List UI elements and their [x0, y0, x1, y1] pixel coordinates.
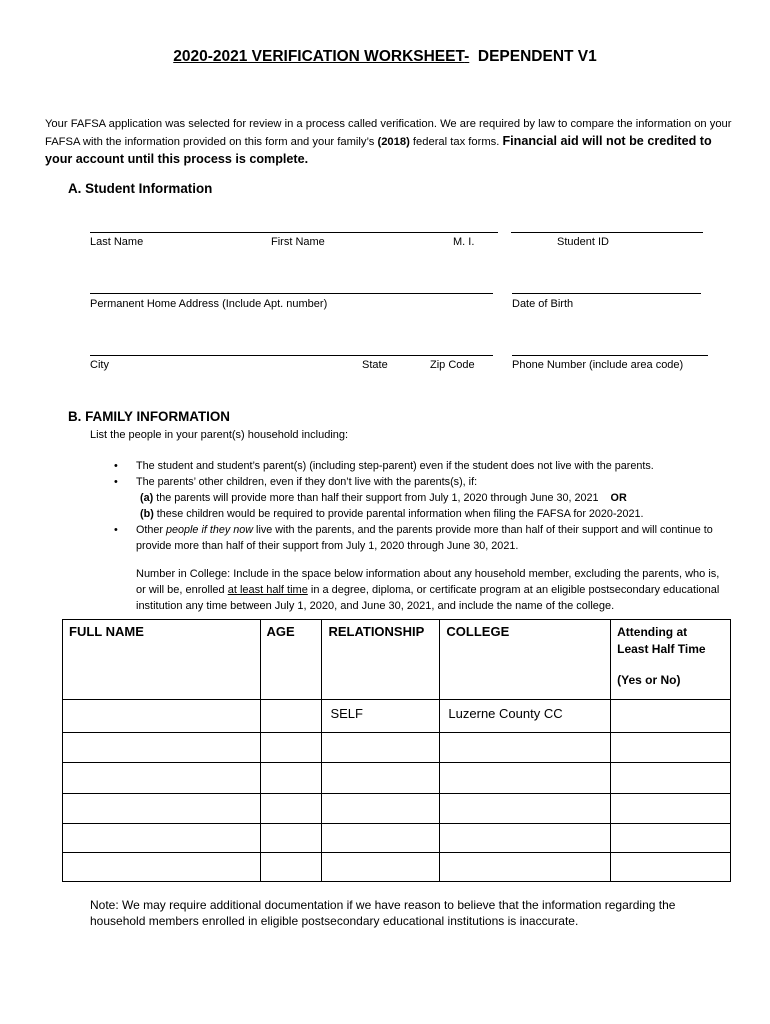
table-row	[63, 733, 731, 763]
zip-label: Zip Code	[430, 359, 475, 371]
cell-relationship[interactable]	[322, 733, 440, 763]
bullet-text-2: The parents’ other children, even if they don’t live with the parents(s), if:	[136, 476, 478, 488]
state-label: State	[362, 359, 388, 371]
table-header-row	[63, 620, 731, 700]
header-attending	[611, 620, 731, 700]
intro-paragraph	[45, 116, 735, 169]
city-label: City	[90, 359, 109, 371]
cell-age[interactable]	[260, 853, 322, 882]
sub-a-text: the parents will provide more than half their support from July 1, 2020 through June 30, 2021	[153, 492, 599, 504]
college-text-1: Number in College: Include in the space below information about any household member, excluding the parents, who is, or will be, enrolled	[136, 568, 720, 596]
mi-label: M. I.	[453, 236, 475, 248]
bullet-icon: •	[114, 524, 118, 536]
student-id-label: Student ID	[557, 236, 609, 248]
name-line[interactable]	[90, 232, 498, 233]
header-attending-line-2: Least Half Time	[617, 642, 706, 656]
cell-college[interactable]	[440, 853, 611, 882]
cell-age[interactable]	[260, 763, 322, 794]
list-item	[114, 458, 714, 474]
last-name-label: Last Name	[90, 236, 144, 248]
bullet-text-1: The student and student’s parent(s) (including step-parent) even if the student does not live with the parents.	[136, 460, 654, 472]
cell-name[interactable]	[63, 853, 261, 882]
dob-line[interactable]	[512, 293, 701, 294]
sub-item-b	[136, 508, 644, 520]
bullet-icon: •	[114, 460, 118, 472]
cell-attending[interactable]	[611, 700, 731, 733]
bullet-icon: •	[114, 476, 118, 488]
header-attending-line-3: (Yes or No)	[617, 673, 681, 687]
section-a-heading: A. Student Information	[68, 181, 213, 196]
header-college: COLLEGE	[440, 620, 611, 700]
phone-label: Phone Number (include area code)	[512, 359, 684, 371]
cell-age[interactable]	[260, 700, 322, 733]
cell-name[interactable]	[63, 794, 261, 824]
college-paragraph	[136, 566, 730, 614]
cell-college[interactable]	[440, 733, 611, 763]
first-name-label: First Name	[271, 236, 325, 248]
cell-name[interactable]	[63, 700, 261, 733]
header-attending-line-1: Attending at	[617, 625, 688, 639]
cell-college[interactable]	[440, 824, 611, 853]
table-row	[63, 853, 731, 882]
address-label: Permanent Home Address (Include Apt. number)	[90, 298, 328, 310]
cell-college[interactable]: Luzerne County CC	[440, 700, 611, 733]
cell-attending[interactable]	[611, 853, 731, 882]
intro-year: (2018)	[377, 136, 410, 148]
college-underlined: at least half time	[227, 584, 308, 596]
city-line[interactable]	[90, 355, 493, 356]
address-line[interactable]	[90, 293, 493, 294]
sub-b-text: these children would be required to provide parental information when filing the FAFSA for 2020-2021.	[153, 508, 644, 520]
cell-attending[interactable]	[611, 763, 731, 794]
sub-a-label: (a)	[140, 492, 154, 504]
cell-age[interactable]	[260, 794, 322, 824]
household-bullet-list	[114, 458, 714, 554]
dob-label: Date of Birth	[512, 298, 574, 310]
cell-college[interactable]	[440, 763, 611, 794]
cell-name[interactable]	[63, 824, 261, 853]
table-row	[63, 763, 731, 794]
bullet-text-3a: Other	[136, 524, 167, 536]
intro-bold: Financial aid will not be credited to your account until this process is complete.	[45, 134, 712, 166]
page-title	[0, 48, 770, 66]
cell-college[interactable]	[440, 794, 611, 824]
bullet-text-3-italic: people if they now	[166, 524, 254, 536]
list-item	[114, 522, 714, 554]
intro-text-2: federal tax forms.	[409, 136, 503, 148]
cell-relationship[interactable]	[322, 794, 440, 824]
cell-age[interactable]	[260, 824, 322, 853]
cell-attending[interactable]	[611, 824, 731, 853]
student-id-line[interactable]	[511, 232, 703, 233]
header-relationship: RELATIONSHIP	[322, 620, 440, 700]
list-item	[114, 474, 714, 522]
header-full-name: FULL NAME	[63, 620, 261, 700]
sub-b-label: (b)	[140, 508, 154, 520]
cell-name[interactable]	[63, 733, 261, 763]
section-b-subheading: List the people in your parent(s) household including:	[90, 429, 349, 441]
table-row	[63, 824, 731, 853]
table-row	[63, 700, 731, 733]
cell-age[interactable]	[260, 733, 322, 763]
sub-item-a	[136, 492, 627, 504]
section-b-heading: B. FAMILY INFORMATION	[68, 409, 230, 424]
college-text-2: in a degree, diploma, or certificate program at an eligible postsecondary educational institution any time between July 1, 2020, and June 30, 2021, and include the name of the college.	[136, 584, 720, 612]
cell-attending[interactable]	[611, 733, 731, 763]
cell-relationship[interactable]: SELF	[322, 700, 440, 733]
title-dash: -	[464, 48, 470, 65]
cell-relationship[interactable]	[322, 853, 440, 882]
cell-relationship[interactable]	[322, 824, 440, 853]
header-age: AGE	[260, 620, 322, 700]
family-table	[62, 619, 731, 882]
table-row	[63, 794, 731, 824]
bullet-text-3b: live with the parents, and the parents provide more than half of their support and will continue to provide more than half of their support from July 1, 2020 through June 30, 2021.	[136, 524, 713, 552]
intro-text-1: Your FAFSA application was selected for review in a process called verification. We are required by law to compare the information on your FAFSA with the information provided on this form and your family’s	[45, 118, 732, 148]
title-main: 2020-2021 VERIFICATION WORKSHEET	[173, 48, 465, 65]
cell-attending[interactable]	[611, 794, 731, 824]
footer-note: Note: We may require additional documentation if we have reason to believe that the information regarding the household members enrolled in eligible postsecondary educational institutions is inaccurate.	[90, 898, 676, 928]
sub-a-or: OR	[610, 492, 627, 504]
phone-line[interactable]	[512, 355, 708, 356]
title-rest: DEPENDENT V1	[477, 48, 597, 65]
cell-name[interactable]	[63, 763, 261, 794]
cell-relationship[interactable]	[322, 763, 440, 794]
